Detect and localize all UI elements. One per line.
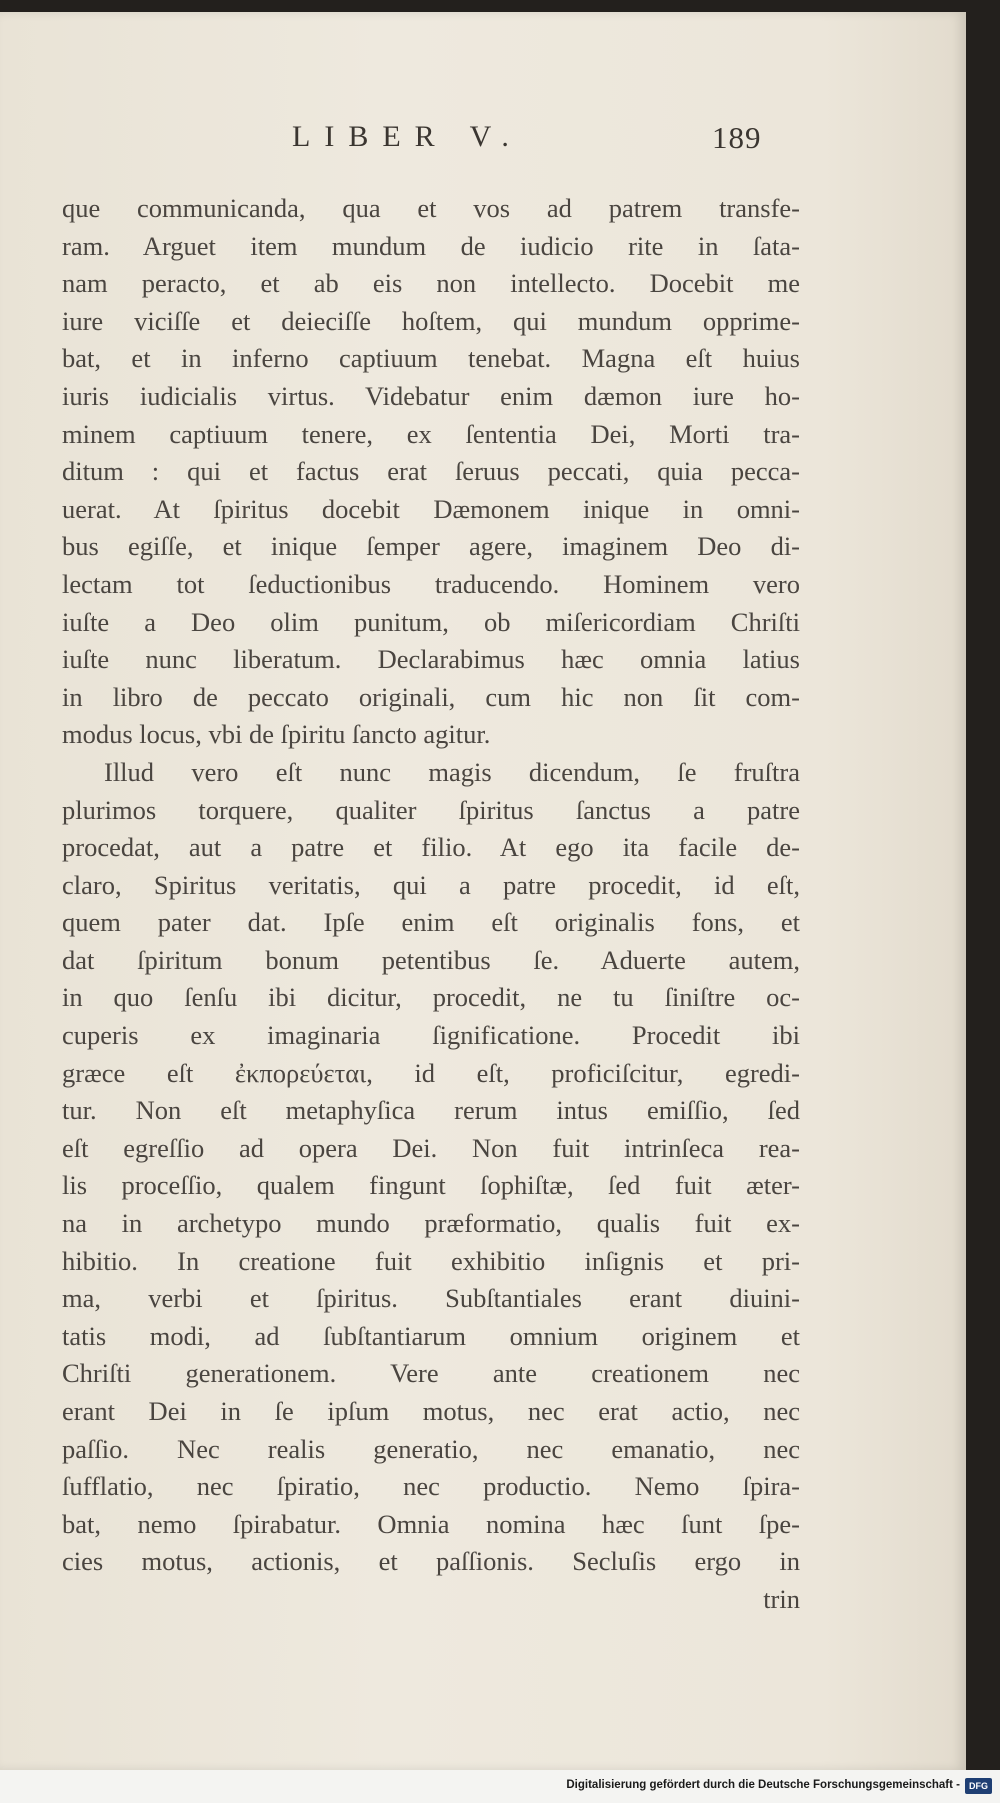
text-line: nam peracto, et ab eis non intellecto. Docebit me	[62, 268, 800, 299]
text-line: plurimos torquere, qualiter ſpiritus ſanctus a patre	[62, 794, 800, 825]
text-line: bat, nemo ſpirabatur. Omnia nomina hæc ſunt ſpe-	[62, 1508, 800, 1539]
text-line: iuſte a Deo olim punitum, ob miſericordiam Chriſti	[62, 606, 800, 637]
text-line: lectam tot ſeductionibus traducendo. Hominem vero	[62, 568, 800, 599]
paragraph	[62, 754, 800, 1581]
funding-credit: Digitalisierung gefördert durch die Deutsche Forschungsgemeinschaft -	[566, 1779, 960, 1791]
running-head-title: LIBER V.	[292, 120, 523, 153]
text-line: hibitio. In creatione fuit exhibitio inſignis et pri-	[62, 1245, 800, 1276]
text-line: bat, et in inferno captiuum tenebat. Magna eſt huius	[62, 343, 800, 374]
text-line: tatis modi, ad ſubſtantiarum omnium originem et	[62, 1320, 800, 1351]
text-line: iuris iudicialis virtus. Videbatur enim dæmon iure ho-	[62, 380, 800, 411]
page-number: 189	[712, 120, 762, 155]
text-line: dat ſpiritum bonum petentibus ſe. Aduerte autem,	[62, 944, 800, 975]
text-line: iuſte nunc liberatum. Declarabimus hæc omnia latius	[62, 644, 800, 675]
text-line: ma, verbi et ſpiritus. Subſtantiales erant diuini-	[62, 1283, 800, 1314]
text-line: na in archetypo mundo præformatio, qualis fuit ex-	[62, 1208, 800, 1239]
text-line: iure viciſſe et deieciſſe hoſtem, qui mundum opprime-	[62, 305, 800, 336]
text-line: paſſio. Nec realis generatio, nec emanatio, nec	[62, 1433, 800, 1464]
text-line: tur. Non eſt metaphyſica rerum intus emiſſio, ſed	[62, 1095, 800, 1126]
text-line: bus egiſſe, et inique ſemper agere, imaginem Deo di-	[62, 531, 800, 562]
text-line: claro, Spiritus veritatis, qui a patre procedit, id eſt,	[62, 869, 800, 900]
text-line: modus locus, vbi de ſpiritu ſancto agitur.	[62, 719, 491, 750]
text-line: ſufflatio, nec ſpiratio, nec productio. Nemo ſpira-	[62, 1471, 800, 1502]
text-line: eſt egreſſio ad opera Dei. Non fuit intrinſeca rea-	[62, 1132, 800, 1163]
text-line: procedat, aut a patre et filio. At ego ita facile de-	[62, 832, 800, 863]
book-page	[0, 12, 966, 1770]
text-line: lis proceſſio, qualem fingunt ſophiſtæ, ſed fuit æter-	[62, 1170, 800, 1201]
body-text	[62, 190, 800, 1619]
text-line: ditum : qui et factus erat ſeruus peccati, quia pecca-	[62, 456, 800, 487]
text-line: cuperis ex imaginaria ſignificatione. Procedit ibi	[62, 1020, 800, 1051]
running-head	[0, 120, 966, 166]
text-line: in quo ſenſu ibi dicitur, procedit, ne tu ſiniſtre oc-	[62, 982, 800, 1013]
text-line: minem captiuum tenere, ex ſententia Dei, Morti tra-	[62, 418, 800, 449]
text-line: Chriſti generationem. Vere ante creationem nec	[62, 1358, 800, 1389]
dfg-logo-icon: DFG	[965, 1778, 992, 1794]
text-line: que communicanda, qua et vos ad patrem transfe-	[62, 193, 800, 223]
text-line: Illud vero eſt nunc magis dicendum, ſe fruſtra	[104, 756, 800, 787]
text-line: cies motus, actionis, et paſſionis. Secluſis ergo in	[62, 1546, 800, 1577]
digitization-footer	[0, 1770, 1000, 1803]
text-line: in libro de peccato originali, cum hic non ſit com-	[62, 681, 800, 712]
paragraph	[62, 190, 800, 754]
text-line: uerat. At ſpiritus docebit Dæmonem inique in omni-	[62, 493, 800, 524]
text-line: erant Dei in ſe ipſum motus, nec erat actio, nec	[62, 1396, 800, 1426]
text-line: ram. Arguet item mundum de iudicio rite in ſata-	[62, 230, 800, 261]
text-line: quem pater dat. Ipſe enim eſt originalis fons, et	[62, 907, 800, 938]
text-line: græce eſt ἐκπορεύεται, id eſt, proficiſcitur, egredi-	[62, 1057, 800, 1088]
catchword: trin	[763, 1583, 800, 1614]
